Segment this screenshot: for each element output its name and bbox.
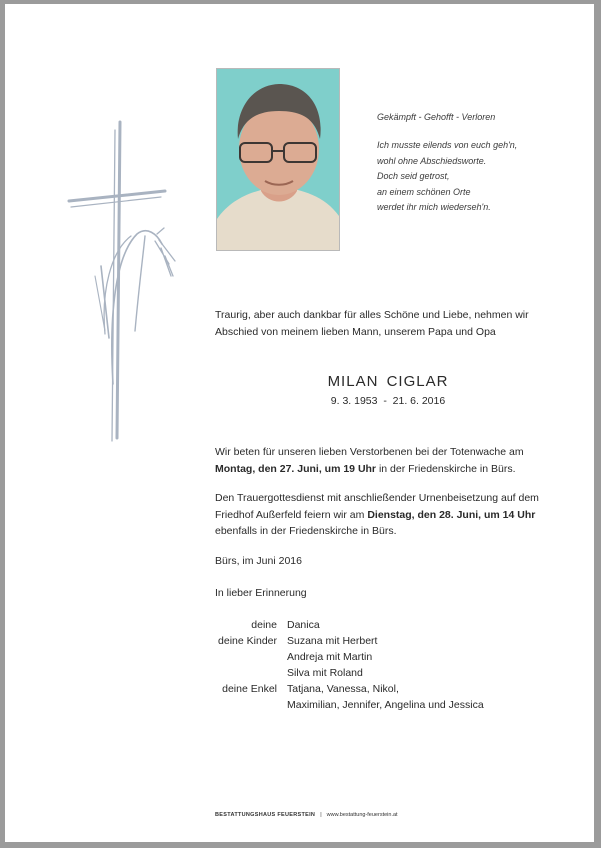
motto: Gekämpft - Gehofft - Verloren: [377, 112, 496, 122]
family-row: [210, 665, 484, 681]
family-names: Silva mit Roland: [287, 667, 363, 679]
family-row: [210, 633, 484, 649]
family-relation: [210, 697, 287, 713]
funeral-paragraph: [215, 490, 555, 540]
prayer-text: Wir beten für unseren lieben Verstorbenen bei der Totenwache am: [215, 446, 524, 458]
cross-with-wheat-icon: [65, 116, 180, 446]
company-name: BESTATTUNGSHAUS FEUERSTEIN: [215, 812, 316, 818]
poem-line: wohl ohne Abschiedsworte.: [377, 155, 487, 166]
memory-line: In lieber Erinnerung: [215, 587, 307, 599]
family-names: Maximilian, Jennifer, Angelina und Jessica: [287, 699, 484, 711]
prayer-paragraph: [215, 444, 555, 477]
funeral-date: Dienstag, den 28. Juni, um 14 Uhr: [367, 508, 536, 521]
family-row: [210, 649, 484, 665]
family-row: [210, 681, 484, 697]
family-relation: deine Enkel: [222, 683, 277, 695]
life-dates: 9. 3. 1953 - 21. 6. 2016: [330, 395, 446, 407]
family-names: Tatjana, Vanessa, Nikol,: [287, 683, 399, 695]
family-names: Suzana mit Herbert: [287, 635, 378, 647]
footer: [215, 812, 398, 818]
poem-line: Doch seid getrost,: [377, 171, 450, 181]
family-relation: deine Kinder: [218, 635, 277, 647]
poem-line: Ich musste eilends von euch geh'n,: [377, 140, 518, 150]
intro-text: Traurig, aber auch dankbar für alles Schöne und Liebe, nehmen wir Abschied von meinem lieben Mann, unserem Papa und Opa: [215, 309, 529, 338]
place-date: Bürs, im Juni 2016: [215, 555, 302, 567]
footer-separator: |: [320, 812, 322, 818]
funeral-text: Den Trauergottesdienst mit anschließender Urnenbeisetzung auf dem Friedhof Außerfeld feiern wir am: [215, 492, 539, 521]
poem-line: an einem schönen Orte: [377, 186, 471, 197]
family-relation: [210, 649, 287, 665]
portrait-photo: [216, 68, 340, 251]
family-relation: deine: [251, 619, 277, 631]
family-list: [210, 617, 484, 713]
prayer-location: in der Friedenskirche in Bürs.: [376, 462, 516, 475]
family-row: [210, 697, 484, 713]
obituary-page: [5, 4, 594, 842]
poem: [377, 138, 517, 216]
prayer-date: Montag, den 27. Juni, um 19 Uhr: [215, 462, 377, 475]
funeral-location: ebenfalls in der Friedenskirche in Bürs.: [215, 525, 397, 537]
family-names: Andreja mit Martin: [287, 651, 373, 663]
family-relation: [210, 665, 287, 681]
family-row: [210, 617, 484, 633]
deceased-name: MILAN CIGLAR: [327, 373, 449, 390]
portrait-image: [217, 69, 340, 251]
family-names: Danica: [287, 619, 320, 631]
website-link[interactable]: www.bestattung-feuerstein.at: [326, 812, 398, 818]
poem-line: werdet ihr mich wiederseh'n.: [377, 202, 491, 212]
